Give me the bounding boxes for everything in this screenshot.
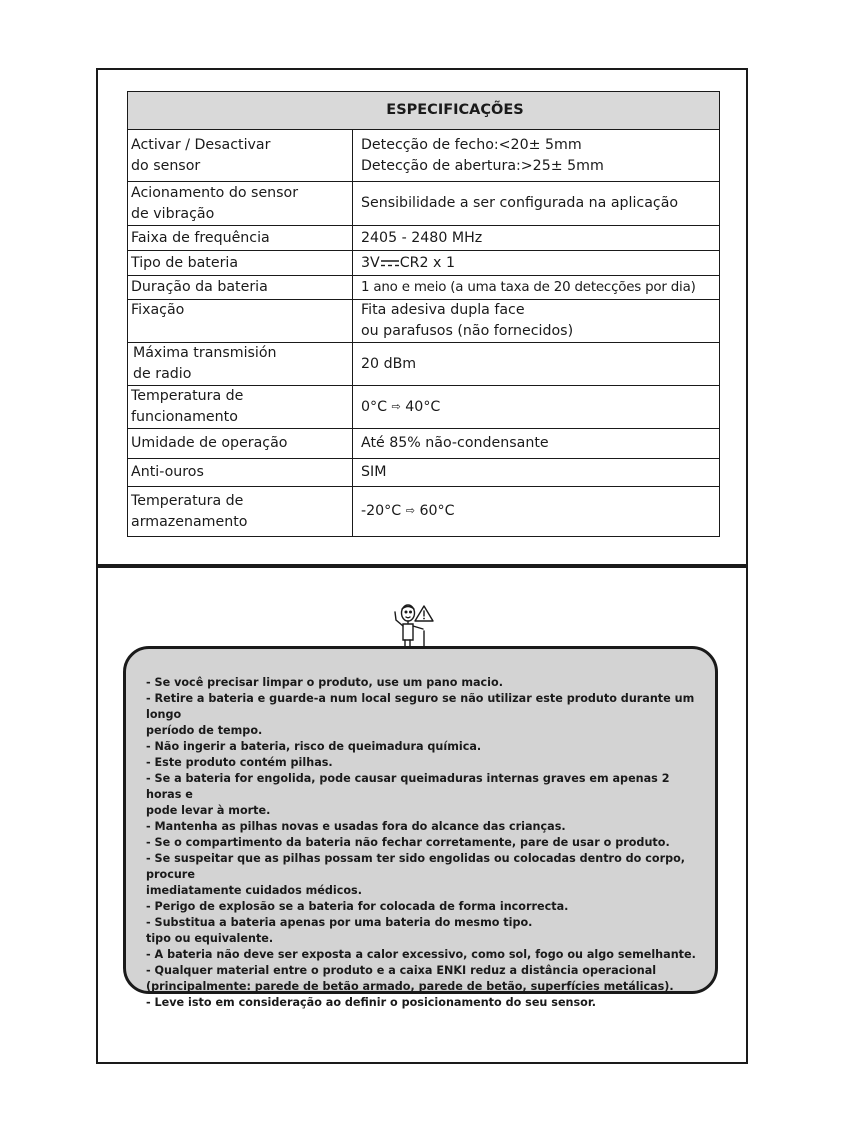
row-value: 3V CR2 x 1 [353,251,720,276]
table-title: ESPECIFICAÇÕES [128,92,720,130]
list-item: - Se suspeitar que as pilhas possam ter sido engolidas ou colocadas dentro do corpo, procure imediatamente cuidados médicos. [146,852,686,897]
row-label: Temperatura de funcionamento [128,386,353,429]
row-value: Detecção de fecho:<20± 5mm Detecção de abertura:>25± 5mm [353,130,720,182]
list-item: - Qualquer material entre o produto e a caixa ENKI reduz a distância operacional (principalmente: parede de betão armado, parede de betão, superfícies metálicas). [146,964,674,993]
list-item: - A bateria não deve ser exposta a calor excessivo, como sol, fogo ou algo semelhante. [146,948,696,961]
list-item: - Leve isto em consideração ao definir o posicionamento do seu sensor. [146,996,597,1009]
arrow-icon: ⇨ [405,504,415,517]
warning-list [146,675,706,1011]
list-item: - Se o compartimento da bateria não fechar corretamente, pare de usar o produto. [146,836,670,849]
table-row [128,251,720,276]
list-item: - Se você precisar limpar o produto, use um pano macio. [146,676,503,689]
list-item: - Perigo de explosão se a bateria for colocada de forma incorrecta. [146,900,569,913]
list-item: - Este produto contém pilhas. [146,756,333,769]
table-row [128,300,720,343]
row-value: 20 dBm [353,343,720,386]
row-value: Fita adesiva dupla face ou parafusos (não fornecidos) [353,300,720,343]
table-row [128,386,720,429]
table-row [128,429,720,459]
row-label: Fixação [128,300,353,343]
row-label: Máxima transmisión de radio [128,343,353,386]
table-row [128,343,720,386]
row-label: Activar / Desactivar do sensor [128,130,353,182]
table-row [128,459,720,487]
row-label: Faixa de frequência [128,226,353,251]
specifications-table [127,91,720,537]
table-row [128,487,720,537]
list-item: - Não ingerir a bateria, risco de queimadura química. [146,740,482,753]
row-label: Acionamento do sensor de vibração [128,182,353,226]
table-row [128,276,720,300]
dc-current-icon [380,258,400,268]
row-value: 1 ano e meio (a uma taxa de 20 detecções por dia) [353,276,720,300]
row-value: 0°C ⇨ 40°C [353,386,720,429]
list-item: - Mantenha as pilhas novas e usadas fora do alcance das crianças. [146,820,566,833]
list-item: - Substitua a bateria apenas por uma bateria do mesmo tipo. tipo ou equivalente. [146,916,533,945]
table-row [128,182,720,226]
row-value: 2405 - 2480 MHz [353,226,720,251]
arrow-icon: ⇨ [391,399,401,413]
row-value: Sensibilidade a ser configurada na aplicação [353,182,720,226]
row-label: Umidade de operação [128,429,353,459]
row-value: -20°C ⇨ 60°C [353,487,720,537]
row-label: Temperatura de armazenamento [128,487,353,537]
table-row [128,226,720,251]
list-item: - Se a bateria for engolida, pode causar queimaduras internas graves em apenas 2 horas e pode levar à morte. [146,772,670,817]
row-value: Até 85% não-condensante [353,429,720,459]
row-value: SIM [353,459,720,487]
row-label: Tipo de bateria [128,251,353,276]
row-label: Anti-ouros [128,459,353,487]
list-item: - Retire a bateria e guarde-a num local seguro se não utilizar este produto durante um longo período de tempo. [146,692,695,737]
row-label: Duração da bateria [128,276,353,300]
table-row [128,130,720,182]
